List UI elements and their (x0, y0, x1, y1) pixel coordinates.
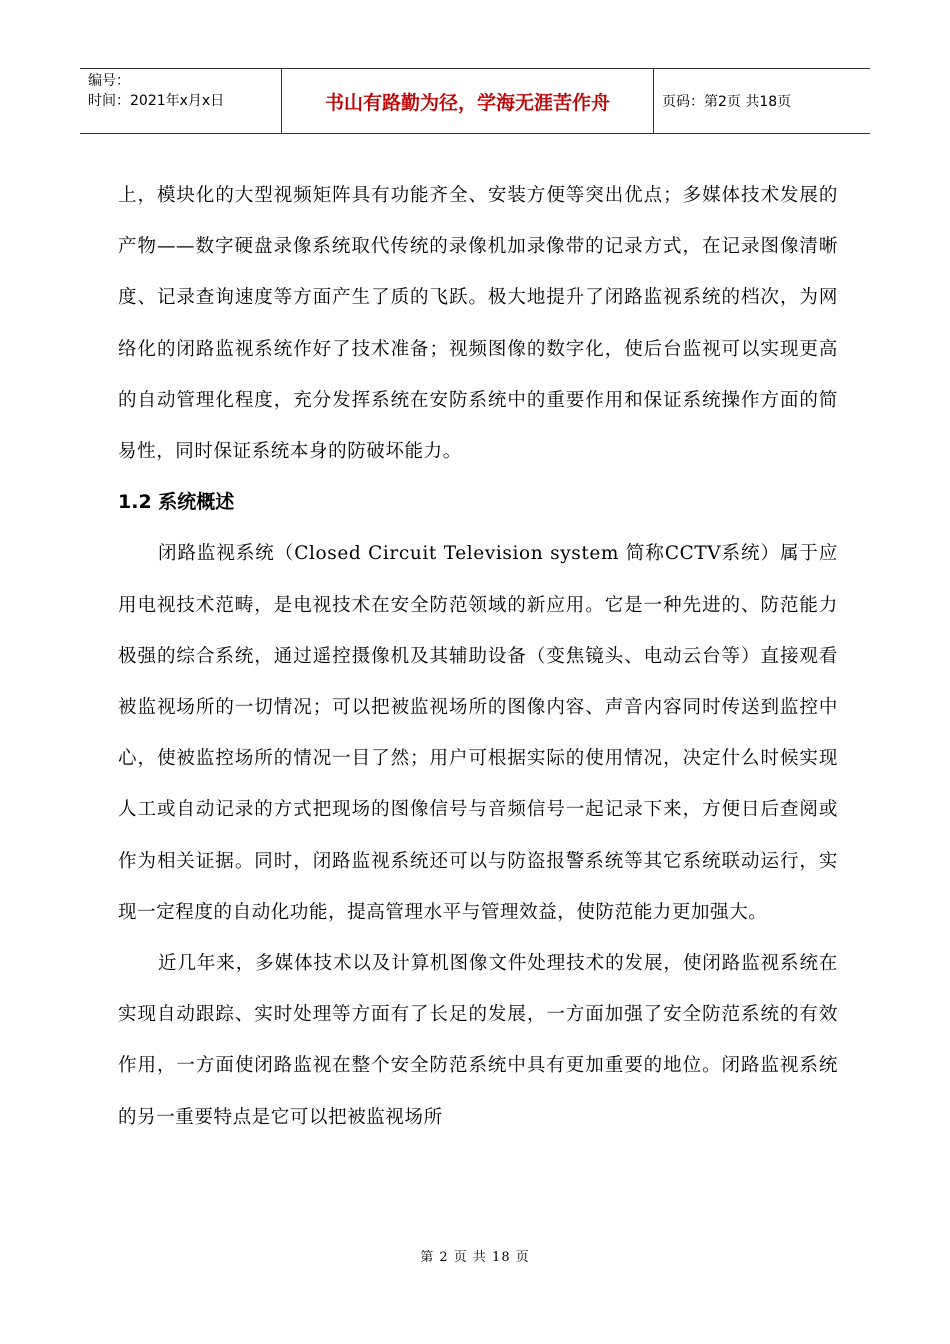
document-date-label: 时间：2021年x月x日 (88, 93, 225, 109)
body-paragraph-2: 闭路监视系统（Closed Circuit Television system 简称CCTV系统）属于应用电视技术范畴，是电视技术在安全防范领域的新应用。它是一种先进的、防范能力极强的综合系统，通过遥控摄像机及其辅助设备（变焦镜头、电动云台等）直接观看被监视场所的一切情况；可以把被监视场所的图像内容、声音内容同时传送到监控中心，使被监控场所的情况一目了然；用户可根据实际的使用情况，决定什么时候实现人工或自动记录的方式把现场的图像信号与音频信号一起记录下来，方便日后查阅或作为相关证据。同时，闭路监视系统还可以与防盗报警系统等其它系统联动运行，实现一定程度的自动化功能，提高管理水平与管理效益，使防范能力更加强大。 (118, 543, 838, 923)
section-heading: 1.2 系统概述 (118, 491, 235, 514)
header-motto: 书山有路勤为径，学海无涯苦作舟 (282, 69, 654, 133)
body-paragraph-1: 上，模块化的大型视频矩阵具有功能齐全、安装方便等突出优点；多媒体技术发展的产物——数字硬盘录像系统取代传统的录像机加录像带的记录方式，在记录图像清晰度、记录查询速度等方面产生了质的飞跃。极大地提升了闭路监视系统的档次，为网络化的闭路监视系统作好了技术准备；视频图像的数字化，使后台监视可以实现更高的自动管理化程度，充分发挥系统在安防系统中的重要作用和保证系统操作方面的简易性，同时保证系统本身的防破坏能力。 (118, 185, 838, 463)
page-footer: 第 2 页 共 18 页 (420, 1250, 530, 1265)
document-number-label: 编号： (88, 73, 130, 89)
header-meta (80, 69, 282, 133)
body-paragraph-3: 近几年来，多媒体技术以及计算机图像文件处理技术的发展，使闭路监视系统在实现自动跟踪、实时处理等方面有了长足的发展，一方面加强了安全防范系统的有效作用，一方面使闭路监视在整个安全防范系统中具有更加重要的地位。闭路监视系统的另一重要特点是它可以把被监视场所 (118, 953, 838, 1128)
header-page-info: 页码：第2页 共18页 (662, 94, 792, 110)
document-body (118, 170, 838, 1143)
page-header (80, 68, 870, 134)
